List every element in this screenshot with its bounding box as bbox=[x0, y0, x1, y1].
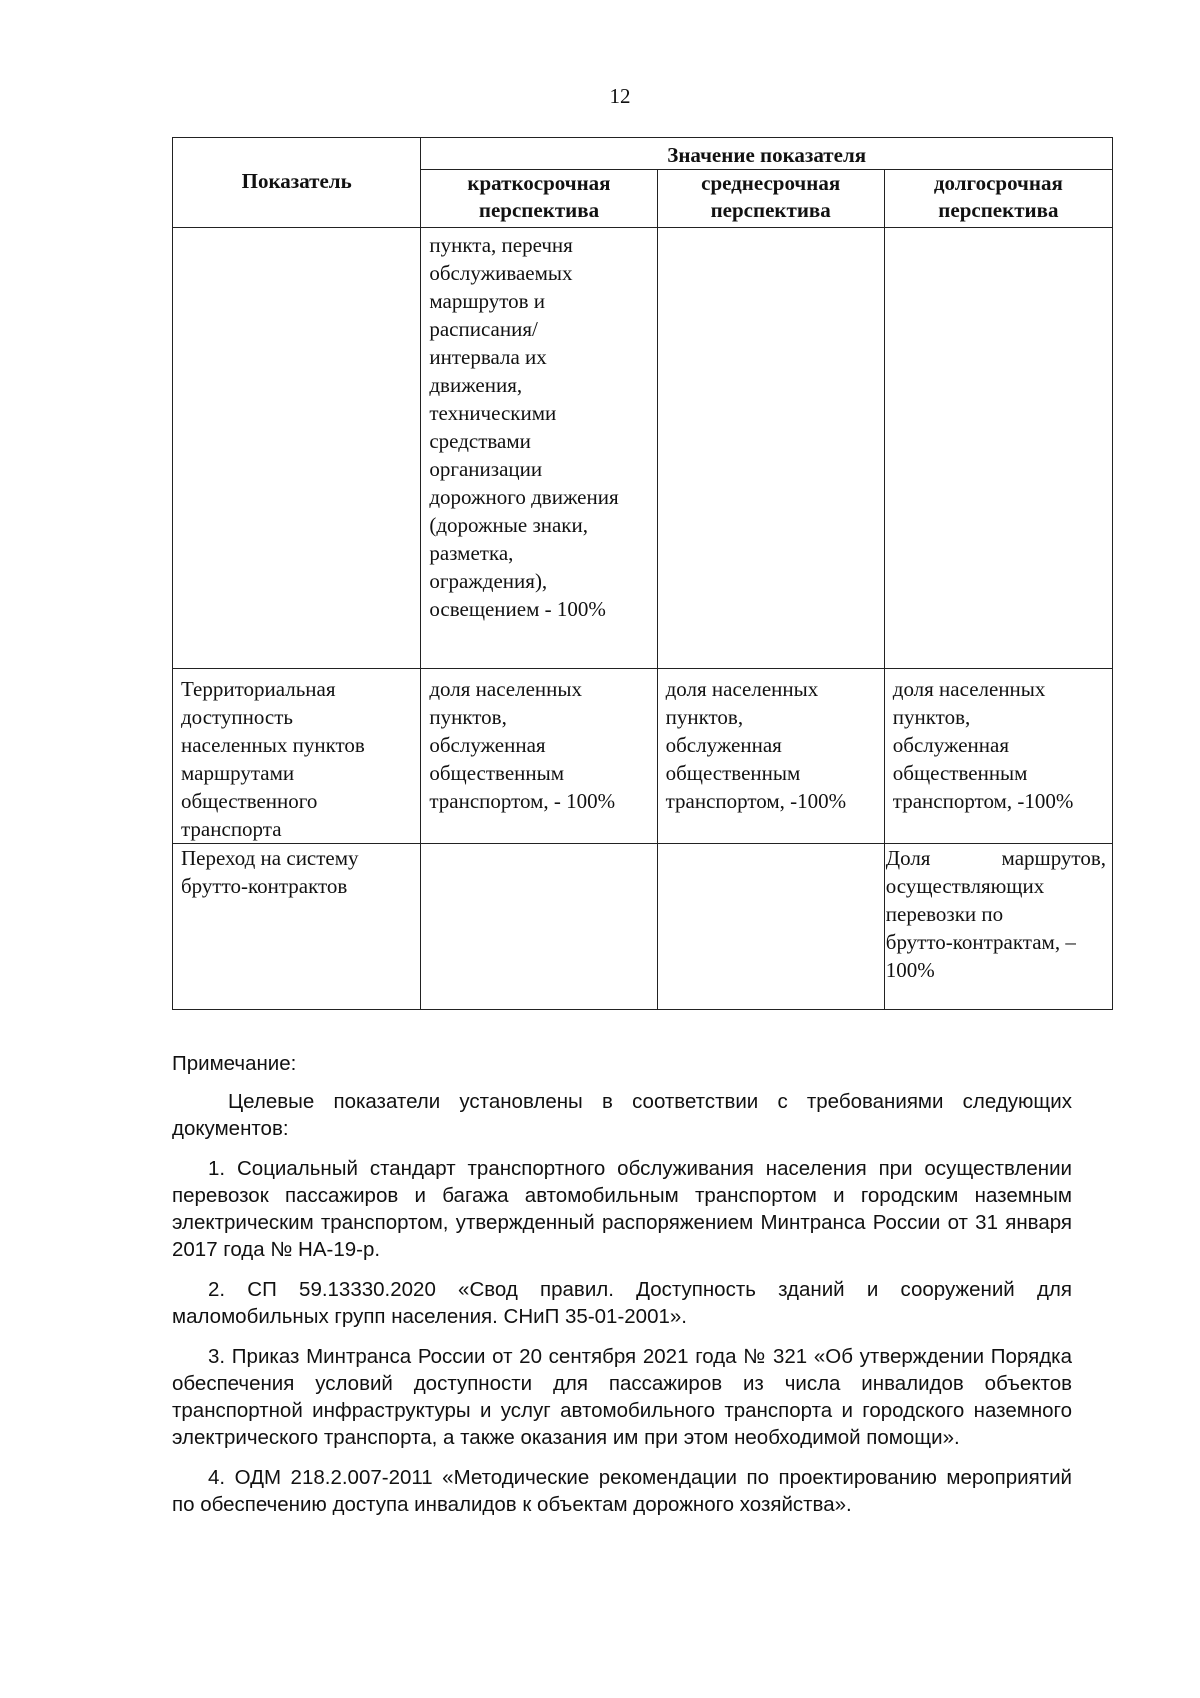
cell-line: обслуженная bbox=[665, 733, 782, 757]
cell-line: общественного bbox=[181, 789, 318, 813]
cell-line: общественным bbox=[892, 761, 1028, 785]
notes-item: 1. Социальный стандарт транспортного обслуживания населения при осуществлении перевозок пассажиров и багажа автомобильным транспортом и городским наземным электрическим транспортом, утвержденный распоряжением Минтранса России от 31 января 2017 года № НА-19-р. bbox=[172, 1157, 1072, 1261]
cell-line: дорожного движения bbox=[429, 485, 619, 509]
table-row bbox=[173, 228, 1113, 669]
table-row bbox=[173, 669, 1113, 844]
cell-line: пунктов, bbox=[429, 705, 507, 729]
notes-title: Примечание: bbox=[172, 1052, 297, 1075]
cell-line: долгосрочная bbox=[933, 171, 1063, 195]
cell-line: доля населенных bbox=[665, 677, 819, 701]
cell-line: обслуженная bbox=[429, 733, 546, 757]
cell-line: пунктов, bbox=[665, 705, 744, 729]
cell-mid-term bbox=[657, 228, 884, 669]
cell-line: общественным bbox=[665, 761, 801, 785]
table-header-row bbox=[173, 138, 1113, 170]
cell-line: транспорта bbox=[181, 817, 282, 841]
notes-intro: Целевые показатели установлены в соответствии с требованиями следующих документов: bbox=[172, 1090, 1072, 1140]
cell-line: (дорожные знаки, bbox=[429, 513, 588, 537]
header-short-term bbox=[421, 170, 657, 228]
cell-line: доля населенных bbox=[892, 677, 1046, 701]
cell-line: средствами bbox=[429, 429, 531, 453]
header-value-group: Значение показателя bbox=[421, 138, 1113, 170]
cell-long-term bbox=[884, 228, 1112, 669]
notes-item: 2. СП 59.13330.2020 «Свод правил. Доступность зданий и сооружений для маломобильных групп населения. СНиП 35-01-2001». bbox=[172, 1278, 1072, 1328]
cell-line: Доля маршрутов, bbox=[885, 846, 1106, 870]
cell-line: ограждения), bbox=[429, 569, 548, 593]
cell-long-term bbox=[884, 844, 1112, 1010]
cell-mid-term bbox=[657, 669, 884, 844]
cell-line: перспектива bbox=[478, 198, 600, 222]
cell-line: перспектива bbox=[710, 198, 831, 222]
cell-short-term bbox=[421, 844, 657, 1010]
cell-short-term bbox=[421, 669, 657, 844]
cell-line: обслуженная bbox=[892, 733, 1009, 757]
cell-line: брутто-контрактов bbox=[181, 874, 348, 898]
cell-line: Переход на систему bbox=[181, 846, 359, 870]
page-number: 12 bbox=[609, 84, 631, 108]
cell-line: населенных пунктов bbox=[181, 733, 365, 757]
cell-line: обслуживаемых bbox=[429, 261, 573, 285]
cell-line: маршрутов и bbox=[429, 289, 546, 313]
cell-indicator bbox=[173, 669, 421, 844]
cell-line: общественным bbox=[429, 761, 565, 785]
cell-line: маршрутами bbox=[181, 761, 295, 785]
cell-line: перспектива bbox=[938, 198, 1059, 222]
cell-line: доля населенных bbox=[429, 677, 582, 701]
cell-mid-term bbox=[657, 844, 884, 1010]
cell-line: 100% bbox=[885, 958, 935, 982]
cell-line: среднесрочная bbox=[701, 171, 841, 195]
notes-item: 3. Приказ Минтранса России от 20 сентября 2021 года № 321 «Об утверждении Порядка обеспечения условий доступности для пассажиров из числа инвалидов объектов транспортной инфраструктуры и услуг автомобильного транспорта и городского наземного электрического транспорта, а также оказания им при этом необходимой помощи». bbox=[172, 1345, 1072, 1449]
cell-line: перевозки по bbox=[885, 902, 1004, 926]
cell-line: транспортом, -100% bbox=[665, 789, 847, 813]
cell-line: техническими bbox=[429, 401, 557, 425]
cell-line: организации bbox=[429, 457, 543, 481]
cell-line: разметка, bbox=[429, 541, 514, 565]
cell-line: расписания/ bbox=[429, 317, 538, 341]
cell-indicator bbox=[173, 844, 421, 1010]
cell-line: пункта, перечня bbox=[429, 233, 573, 257]
cell-line: брутто-контрактам, – bbox=[885, 930, 1076, 954]
cell-line: движения, bbox=[429, 373, 523, 397]
notes-section bbox=[172, 1050, 1072, 1531]
cell-line: пунктов, bbox=[892, 705, 971, 729]
cell-line: осуществляющих bbox=[885, 874, 1045, 898]
cell-line: освещением - 100% bbox=[429, 597, 606, 621]
table-row bbox=[173, 844, 1113, 1010]
header-mid-term bbox=[657, 170, 884, 228]
cell-line: доступность bbox=[181, 705, 294, 729]
indicators-table bbox=[172, 137, 1113, 1010]
cell-line: интервала их bbox=[429, 345, 547, 369]
cell-line: краткосрочная bbox=[467, 171, 611, 195]
cell-long-term bbox=[884, 669, 1112, 844]
header-indicator: Показатель bbox=[173, 138, 421, 228]
header-long-term bbox=[884, 170, 1112, 228]
cell-line: Территориальная bbox=[181, 677, 336, 701]
cell-indicator bbox=[173, 228, 421, 669]
cell-short-term bbox=[421, 228, 657, 669]
cell-line: транспортом, -100% bbox=[892, 789, 1074, 813]
cell-line: транспортом, - 100% bbox=[429, 789, 616, 813]
notes-item: 4. ОДМ 218.2.007-2011 «Методические рекомендации по проектированию мероприятий по обеспечению доступа инвалидов к объектам дорожного хозяйства». bbox=[172, 1466, 1072, 1516]
